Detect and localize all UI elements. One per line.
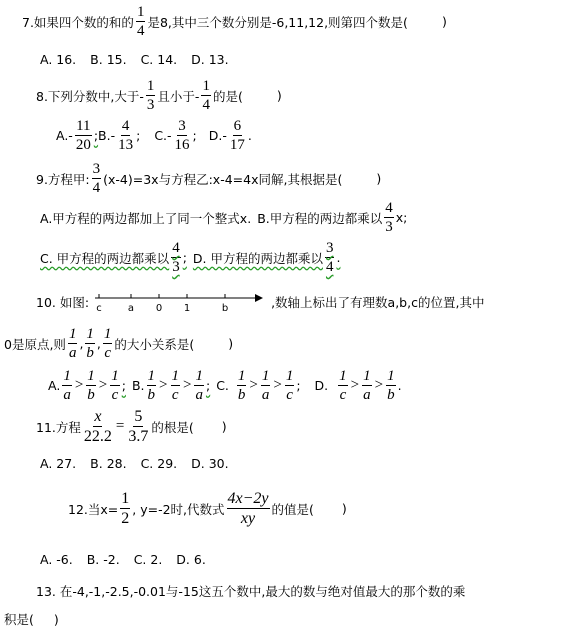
gt-sign: > (183, 377, 192, 393)
q12-options (40, 552, 206, 567)
q8-option-d-sep: . (247, 128, 252, 143)
number-line-figure (95, 290, 265, 314)
q10b-line (4, 326, 233, 361)
q10-option-c-frac-1: $\frac{1}{b}$ (237, 368, 246, 403)
q10-line (36, 290, 484, 314)
number-line-svg (95, 290, 265, 314)
q10-suffix: ,数轴上标出了有理数a,b,c的位置,其中 (271, 295, 485, 310)
q8-line (36, 78, 282, 113)
q11-option-a: A. 27. (40, 456, 77, 471)
q10-option-b-frac-1: $\frac{1}{b}$ (147, 368, 156, 403)
q8-option-b-fraction: $\frac{4}{13}$ (118, 118, 134, 153)
q7-prefix: 7.如果四个数的和的 (22, 14, 134, 30)
gt-sign: > (350, 377, 360, 393)
q12-prefix: 12.当x= (68, 501, 119, 517)
q9-options-ab (40, 200, 407, 235)
gt-sign: > (98, 377, 108, 393)
q10b-fraction-2: $\frac{1}{b}$ (86, 326, 94, 361)
q9-fraction: $\frac{3}{4}$ (92, 161, 101, 196)
q7-option-a: A. 16. (40, 52, 77, 67)
gt-sign: > (159, 377, 168, 393)
q10-option-b-label: B. (131, 378, 145, 393)
q9-option-c-tail: ; (182, 250, 187, 265)
q10-options (48, 368, 402, 403)
q10-option-d-frac-3: $\frac{1}{b}$ (387, 368, 395, 403)
q8-option-c-fraction: $\frac{3}{16}$ (174, 118, 190, 153)
q7-line (22, 4, 447, 39)
q8-option-a-fraction: $\frac{11}{20}$ (75, 118, 91, 153)
q10b-sep-2: , (96, 336, 101, 351)
q9-option-d: D. 甲方程的两边都乘以 (192, 250, 323, 266)
q12-line (68, 490, 347, 527)
q11-equals: = (115, 418, 125, 434)
q11-options (40, 456, 229, 471)
q9-line (36, 161, 381, 196)
q9-option-b-tail: x; (395, 210, 408, 225)
q8-option-b-label: B.- (98, 128, 116, 143)
q8-options (56, 118, 252, 153)
label-c: c (96, 303, 102, 314)
q7-option-b: B. 15. (90, 52, 127, 67)
q10b-prefix: 0是原点,则 (4, 336, 66, 352)
gt-sign: > (374, 377, 384, 393)
q8-close: ) (276, 88, 282, 103)
q9-option-cd-wrapper (40, 240, 340, 275)
q10-option-b-frac-3: $\frac{1}{a}$ (195, 368, 203, 403)
q11-option-c: C. 29. (140, 456, 178, 471)
label-a: a (128, 303, 135, 314)
q10b-close: ) (228, 336, 234, 351)
q13-text-2: 积是( (4, 612, 34, 627)
q8-option-a-sep: ; (93, 128, 99, 143)
q13-text-1: 13. 在-4,-1,-2.5,-0.01与-15这五个数中,最大的数与绝对值最大的那个数的乘 (36, 584, 466, 599)
q9-option-d-tail: . (336, 250, 341, 265)
q12-fraction-1: $\frac{1}{2}$ (121, 490, 130, 527)
q12-option-d: D. 6. (176, 552, 206, 567)
q9-option-b: B.甲方程的两边都乘以 (257, 210, 383, 226)
label-1: 1 (183, 303, 191, 314)
q8-option-a-label: A.- (56, 128, 73, 143)
q10-option-a-frac-1: $\frac{1}{a}$ (63, 368, 71, 403)
q9-suffix: (x-4)=3x与方程乙:x-4=4x同解,其根据是( (103, 171, 343, 187)
q8-option-c-label: C.- (154, 128, 172, 143)
label-b: b (221, 303, 229, 314)
q11-suffix: 的根是( (151, 419, 194, 435)
q8-suffix: 的是( (212, 88, 243, 104)
q9-option-c: C. 甲方程的两边都乘以 (40, 250, 170, 266)
q10-option-d-frac-1: $\frac{1}{c}$ (339, 368, 347, 403)
q9-option-a: A.甲方程的两边都加上了同一个整式x. (40, 210, 252, 226)
q12-option-a: A. -6. (40, 552, 73, 567)
q8-fraction-1: $\frac{1}{3}$ (146, 78, 155, 113)
q9-option-b-fraction: $\frac{4}{3}$ (385, 200, 393, 235)
q10-option-d-label: D. (314, 378, 329, 393)
q13-line-2 (4, 610, 59, 628)
q10-option-a-label: A. (48, 378, 61, 393)
q8-fraction-2: $\frac{1}{4}$ (202, 78, 210, 113)
q9-option-d-fraction: $\frac{3}{4}$ (325, 240, 334, 275)
q13-close: ) (53, 611, 59, 627)
q10-option-c-sep: ; (296, 378, 301, 393)
gt-sign: > (249, 377, 258, 393)
q8-mid: 且小于- (157, 88, 200, 104)
number-line-arrow (255, 294, 263, 302)
q7-fraction: $\frac{1}{4}$ (136, 4, 145, 39)
q10-option-b-frac-2: $\frac{1}{c}$ (171, 368, 179, 403)
q9-options-cd (40, 240, 340, 275)
q7-suffix: 是8,其中三个数分别是-6,11,12,则第四个数是( (147, 14, 408, 30)
q10-option-a-sep: ; (121, 378, 126, 393)
q7-options (40, 52, 229, 67)
gt-sign: > (273, 377, 282, 393)
q10b-suffix: 的大小关系是( (114, 336, 195, 352)
q10-option-d-sep: . (397, 378, 402, 393)
q7-option-d: D. 13. (191, 52, 229, 67)
q12-option-c: C. 2. (133, 552, 163, 567)
q10-option-b-sep: ; (205, 378, 211, 393)
q10b-sep-1: , (79, 336, 84, 351)
q10-option-c-label: C. (216, 378, 229, 393)
q11-close: ) (221, 419, 227, 434)
q8-option-d-label: D.- (208, 128, 227, 143)
gt-sign: > (74, 377, 84, 393)
q10b-fraction-1: $\frac{1}{a}$ (68, 326, 77, 361)
q10-option-c-frac-3: $\frac{1}{c}$ (285, 368, 294, 403)
q8-prefix: 8.下列分数中,大于- (36, 88, 144, 104)
q8-option-b-sep: ; (136, 128, 141, 143)
q12-fraction-2: $\frac{4x-2y}{xy}$ (227, 490, 269, 527)
q9-close: ) (376, 171, 382, 186)
q11-line (36, 408, 227, 445)
q12-suffix: 的值是( (271, 501, 314, 517)
q8-option-c-sep: ; (192, 128, 197, 143)
q11-fraction-1: $\frac{x}{22.2}$ (83, 408, 112, 445)
q9-option-c-fraction: $\frac{4}{3}$ (172, 240, 180, 275)
label-0: 0 (155, 303, 163, 314)
q10-option-a-frac-2: $\frac{1}{b}$ (87, 368, 95, 403)
q7-close: ) (441, 14, 447, 29)
q12-option-b: B. -2. (86, 552, 120, 567)
q10-option-d-frac-2: $\frac{1}{a}$ (363, 368, 371, 403)
q10b-fraction-3: $\frac{1}{c}$ (103, 326, 112, 361)
q13-line-1 (36, 582, 465, 600)
q11-prefix: 11.方程 (36, 419, 81, 435)
q12-close: ) (341, 501, 347, 516)
q11-fraction-2: $\frac{5}{3.7}$ (128, 408, 149, 445)
q10-prefix: 10. 如图: (36, 295, 90, 310)
q8-option-d-fraction: $\frac{6}{17}$ (229, 118, 245, 153)
q7-option-c: C. 14. (140, 52, 178, 67)
q11-option-d: D. 30. (191, 456, 229, 471)
q12-mid: , y=-2时,代数式 (132, 501, 225, 517)
q10-option-c-frac-2: $\frac{1}{a}$ (261, 368, 270, 403)
q9-prefix: 9.方程甲: (36, 171, 90, 187)
q11-option-b: B. 28. (90, 456, 127, 471)
q10-option-a-frac-3: $\frac{1}{c}$ (111, 368, 119, 403)
